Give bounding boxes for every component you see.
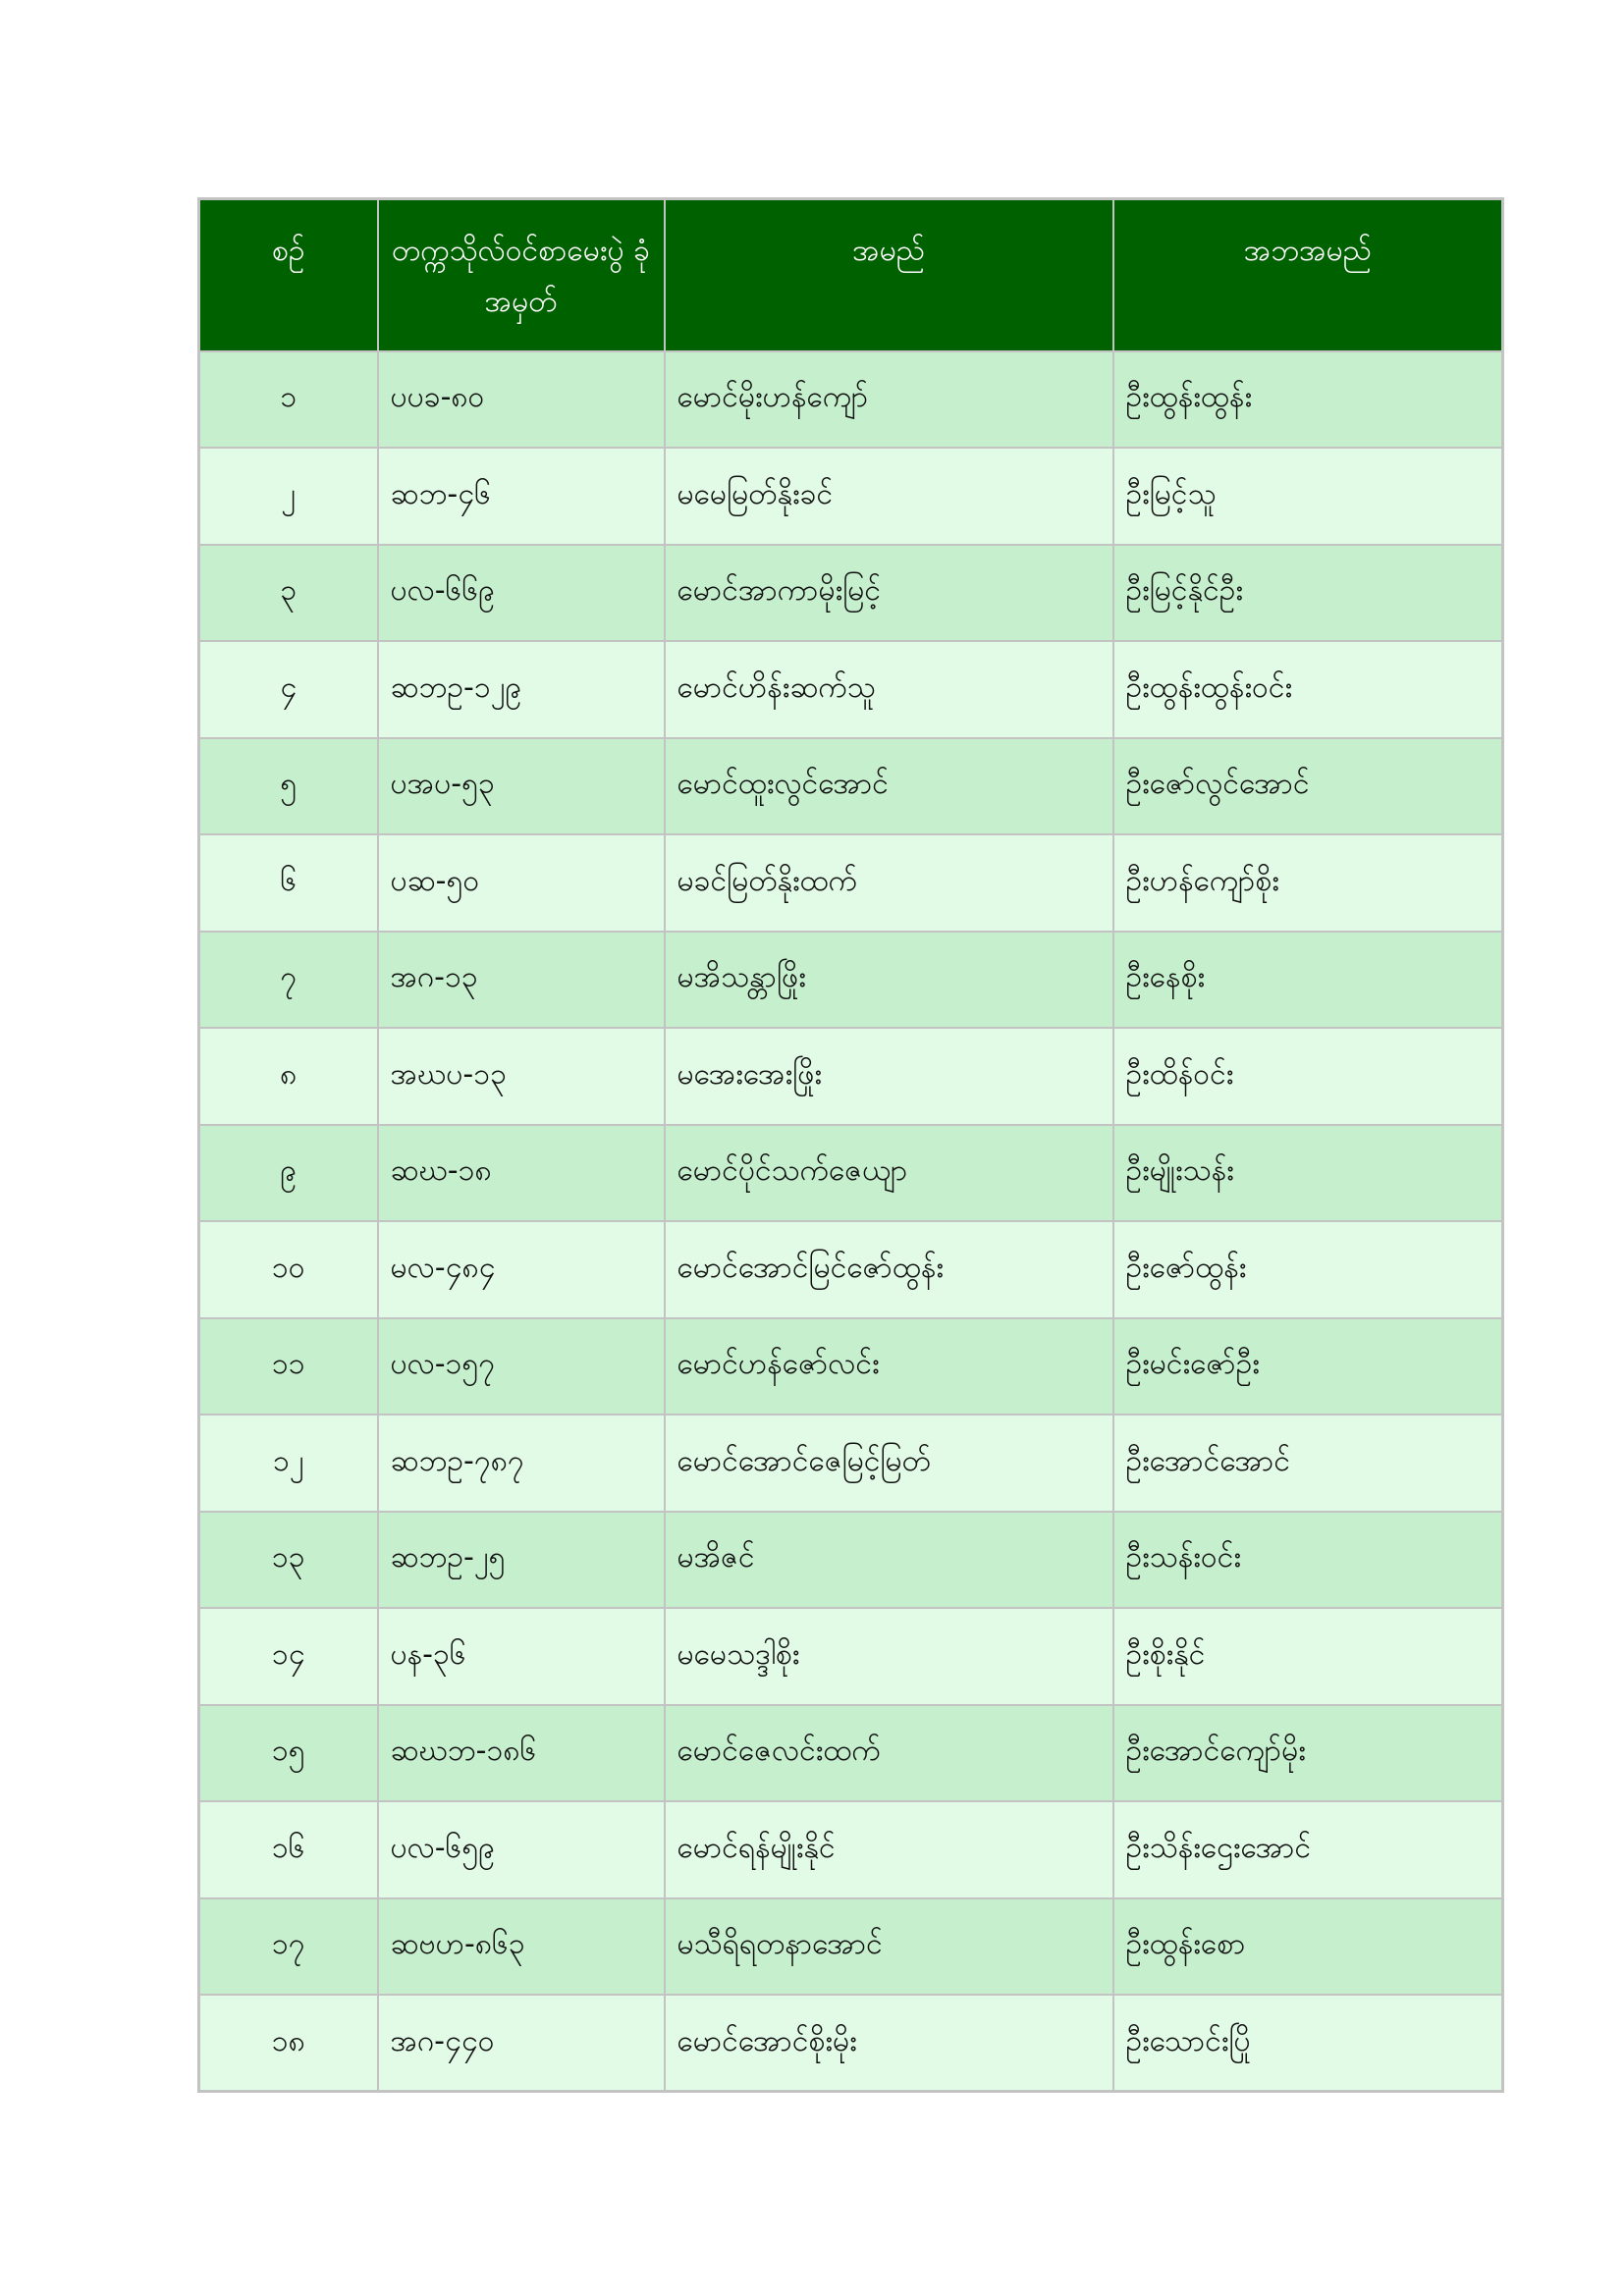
- cell-serial-no: ၁၀: [199, 1221, 378, 1318]
- cell-father-name: ဦးမြင့်နိုင်ဦး: [1113, 545, 1503, 642]
- cell-father-name: ဦးမင်းဇော်ဦး: [1113, 1318, 1503, 1415]
- cell-serial-no: ၉: [199, 1125, 378, 1222]
- table-header: [199, 199, 1503, 351]
- cell-roll-number: ဆဘ-၄၆: [378, 448, 665, 545]
- table-row: [199, 1221, 1503, 1318]
- cell-father-name: ဦးနေစိုး: [1113, 932, 1503, 1029]
- cell-father-name: ဦးသန်းဝင်း: [1113, 1512, 1503, 1609]
- cell-roll-number: အဃပ-၁၃: [378, 1028, 665, 1125]
- cell-serial-no: ၅: [199, 738, 378, 835]
- cell-roll-number: ဆဗဟ-၈၆၃: [378, 1898, 665, 1996]
- table-row: [199, 1608, 1503, 1705]
- cell-serial-no: ၆: [199, 834, 378, 932]
- cell-serial-no: ၁၁: [199, 1318, 378, 1415]
- cell-name: မောင်အောင်မြင်ဇော်ထွန်း: [665, 1221, 1113, 1318]
- table-row: [199, 1028, 1503, 1125]
- cell-father-name: ဦးထွန်းထွန်းဝင်း: [1113, 641, 1503, 738]
- cell-serial-no: ၁၇: [199, 1898, 378, 1996]
- cell-father-name: ဦးဇော်လွင်အောင်: [1113, 738, 1503, 835]
- cell-roll-number: ဆဘဥ-၁၂၉: [378, 641, 665, 738]
- cell-father-name: ဦးမြင့်သူ: [1113, 448, 1503, 545]
- cell-father-name: ဦးဟန်ကျော်စိုး: [1113, 834, 1503, 932]
- cell-roll-number: အဂ-၄၄၀: [378, 1995, 665, 2092]
- cell-name: မအိဇင်: [665, 1512, 1113, 1609]
- table-row: [199, 545, 1503, 642]
- cell-roll-number: ဆဃ-၁၈: [378, 1125, 665, 1222]
- cell-name: မောင်အာကာမိုးမြင့်: [665, 545, 1113, 642]
- cell-roll-number: ပလ-၆၆၉: [378, 545, 665, 642]
- cell-serial-no: ၁၃: [199, 1512, 378, 1609]
- cell-name: မောင်ထူးလွင်အောင်: [665, 738, 1113, 835]
- cell-father-name: ဦးသိန်းဌေးအောင်: [1113, 1801, 1503, 1898]
- header-name: အမည်: [665, 199, 1113, 351]
- cell-roll-number: ပလ-၆၅၉: [378, 1801, 665, 1898]
- table-row: [199, 738, 1503, 835]
- cell-serial-no: ၁၈: [199, 1995, 378, 2092]
- cell-name: မောင်အောင်စိုးမိုး: [665, 1995, 1113, 2092]
- header-row: [199, 199, 1503, 351]
- cell-name: မောင်ဟန်ဇော်လင်း: [665, 1318, 1113, 1415]
- cell-name: မောင်မိုးဟန်ကျော်: [665, 351, 1113, 449]
- cell-roll-number: ပပခ-၈၀: [378, 351, 665, 449]
- cell-father-name: ဦးအောင်ကျော်မိုး: [1113, 1705, 1503, 1802]
- cell-name: မောင်အောင်ဇေမြင့်မြတ်: [665, 1415, 1113, 1512]
- cell-serial-no: ၁၆: [199, 1801, 378, 1898]
- header-serial-no: စဉ်: [199, 199, 378, 351]
- cell-father-name: ဦးသောင်းပြို: [1113, 1995, 1503, 2092]
- cell-father-name: ဦးထွန်းထွန်း: [1113, 351, 1503, 449]
- cell-name: မသီရိရတနာအောင်: [665, 1898, 1113, 1996]
- table-row: [199, 932, 1503, 1029]
- cell-roll-number: ပလ-၁၅၇: [378, 1318, 665, 1415]
- table-row: [199, 1415, 1503, 1512]
- cell-father-name: ဦးမျိုးသန်း: [1113, 1125, 1503, 1222]
- cell-serial-no: ၃: [199, 545, 378, 642]
- cell-serial-no: ၁၅: [199, 1705, 378, 1802]
- table-row: [199, 1318, 1503, 1415]
- cell-serial-no: ၁၄: [199, 1608, 378, 1705]
- cell-name: မအေးအေးဖြိုး: [665, 1028, 1113, 1125]
- cell-roll-number: ပဆ-၅၀: [378, 834, 665, 932]
- cell-father-name: ဦးစိုးနိုင်: [1113, 1608, 1503, 1705]
- cell-roll-number: ဆဘဥ-၂၅: [378, 1512, 665, 1609]
- results-table: [197, 197, 1504, 2093]
- cell-name: မမေသဒ္ဒါစိုး: [665, 1608, 1113, 1705]
- table-body: [199, 351, 1503, 2092]
- cell-father-name: ဦးအောင်အောင်: [1113, 1415, 1503, 1512]
- cell-serial-no: ၂: [199, 448, 378, 545]
- table-row: [199, 1801, 1503, 1898]
- cell-roll-number: အဂ-၁၃: [378, 932, 665, 1029]
- table-row: [199, 448, 1503, 545]
- cell-father-name: ဦးဇော်ထွန်း: [1113, 1221, 1503, 1318]
- table-row: [199, 1898, 1503, 1996]
- cell-name: မောင်ဇေလင်းထက်: [665, 1705, 1113, 1802]
- table-row: [199, 1705, 1503, 1802]
- cell-roll-number: ဆဃဘ-၁၈၆: [378, 1705, 665, 1802]
- cell-serial-no: ၈: [199, 1028, 378, 1125]
- header-roll-number: တက္ကသိုလ်ဝင်စာမေးပွဲ ခုံအမှတ်: [378, 199, 665, 351]
- table-row: [199, 351, 1503, 449]
- cell-serial-no: ၁၂: [199, 1415, 378, 1512]
- table-row: [199, 1512, 1503, 1609]
- cell-father-name: ဦးထွန်းစော: [1113, 1898, 1503, 1996]
- cell-serial-no: ၇: [199, 932, 378, 1029]
- table-row: [199, 1995, 1503, 2092]
- cell-name: မမေမြတ်နိုးခင်: [665, 448, 1113, 545]
- header-father-name: အဘအမည်: [1113, 199, 1503, 351]
- cell-roll-number: ပအပ-၅၃: [378, 738, 665, 835]
- table-row: [199, 834, 1503, 932]
- table-row: [199, 1125, 1503, 1222]
- cell-serial-no: ၁: [199, 351, 378, 449]
- cell-name: မခင်မြတ်နိုးထက်: [665, 834, 1113, 932]
- cell-roll-number: မလ-၄၈၄: [378, 1221, 665, 1318]
- cell-name: မောင်ဟိန်းဆက်သူ: [665, 641, 1113, 738]
- cell-roll-number: ပန-၃၆: [378, 1608, 665, 1705]
- cell-name: မောင်ပိုင်သက်ဇေယျာ: [665, 1125, 1113, 1222]
- cell-name: မအိသန္တာဖြိုး: [665, 932, 1113, 1029]
- cell-name: မောင်ရန်မျိုးနိုင်: [665, 1801, 1113, 1898]
- cell-roll-number: ဆဘဥ-၇၈၇: [378, 1415, 665, 1512]
- table-row: [199, 641, 1503, 738]
- cell-father-name: ဦးထိန်ဝင်း: [1113, 1028, 1503, 1125]
- cell-serial-no: ၄: [199, 641, 378, 738]
